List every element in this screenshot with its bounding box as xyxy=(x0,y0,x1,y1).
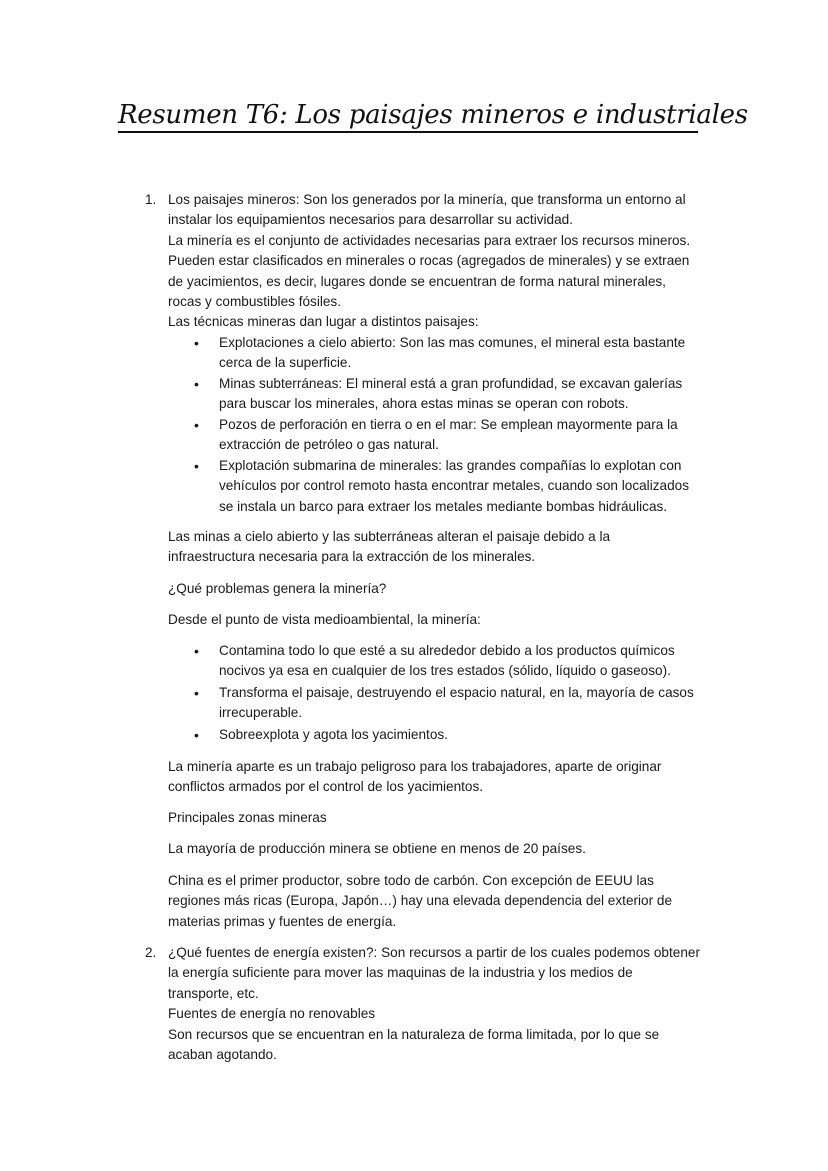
text-line: Explotación submarina de minerales: las grandes compañías lo explotan con xyxy=(219,458,682,473)
subheading: Principales zonas mineras xyxy=(168,810,327,825)
text-line: Las minas a cielo abierto y las subterráneas alteran el paisaje debido a la xyxy=(168,529,611,544)
section-number: 1. xyxy=(145,192,157,207)
text-line: rocas y combustibles fósiles. xyxy=(168,293,342,309)
text-line: regiones más ricas (Europa, Japón…) hay una elevada dependencia del exterior de xyxy=(168,893,673,909)
text-line: materias primas y fuentes de energía. xyxy=(168,913,397,929)
list-item xyxy=(219,415,678,456)
text-line: ¿Qué fuentes de energía existen?: Son recursos a partir de los cuales podemos obtener xyxy=(168,945,700,960)
text-line: La minería es el conjunto de actividades necesarias para extraer los recursos mineros. xyxy=(168,232,691,248)
text-line: Las técnicas mineras dan lugar a distintos paisajes: xyxy=(168,314,479,330)
list-item xyxy=(219,333,685,374)
text-line: Explotaciones a cielo abierto: Son las mas comunes, el mineral esta bastante xyxy=(219,335,686,350)
text-line: irrecuperable. xyxy=(219,705,303,721)
question-heading: ¿Qué problemas genera la minería? xyxy=(168,581,387,596)
paragraph xyxy=(168,757,661,798)
text-line: nocivos ya esa en cualquier de los tres estados (sólido, líquido o gaseoso). xyxy=(219,663,671,679)
paragraph xyxy=(168,527,610,568)
text-line: para buscar los minerales, ahora estas minas se operan con robots. xyxy=(219,396,629,412)
document-title: Resumen T6: Los paisajes mineros e industriales xyxy=(118,100,698,133)
bullet-icon: • xyxy=(194,727,199,743)
text-line: Transforma el paisaje, destruyendo el espacio natural, en la, mayoría de casos xyxy=(219,685,694,700)
list-item xyxy=(219,725,448,745)
bullet-icon: • xyxy=(194,417,199,433)
text-line: Los paisajes mineros: Son los generados por la minería, que transforma un entorno al xyxy=(168,192,686,207)
text-line: de yacimientos, es decir, lugares donde se encuentran de forma natural minerales, xyxy=(168,273,666,289)
bullet-icon: • xyxy=(194,335,199,351)
text-line: instalar los equipamientos necesarios para desarrollar su actividad. xyxy=(168,212,574,228)
bullet-icon: • xyxy=(194,458,199,474)
section-number: 2. xyxy=(145,945,157,960)
paragraph xyxy=(168,871,672,932)
list-item xyxy=(219,456,689,517)
text-line: China es el primer productor, sobre todo de carbón. Con excepción de EEUU las xyxy=(168,873,654,888)
text-line: Son recursos que se encuentran en la naturaleza de forma limitada, por lo que se xyxy=(168,1026,660,1042)
text-line: Minas subterráneas: El mineral está a gran profundidad, se excavan galerías xyxy=(219,376,683,391)
bullet-icon: • xyxy=(194,643,199,659)
text-line: Fuentes de energía no renovables xyxy=(168,1006,376,1022)
paragraph: Desde el punto de vista medioambiental, la minería: xyxy=(168,612,481,627)
text-line: extracción de petróleo o gas natural. xyxy=(219,437,439,453)
text-line: Sobreexplota y agota los yacimientos. xyxy=(219,727,448,742)
text-line: conflictos armados por el control de los yacimientos. xyxy=(168,779,484,795)
list-item xyxy=(219,374,682,415)
text-line: acaban agotando. xyxy=(168,1046,277,1062)
section-1-intro xyxy=(168,190,690,333)
bullet-icon: • xyxy=(194,376,199,392)
bullet-icon: • xyxy=(194,685,199,701)
paragraph: La mayoría de producción minera se obtiene en menos de 20 países. xyxy=(168,841,586,856)
list-item xyxy=(219,641,675,682)
text-line: cerca de la superficie. xyxy=(219,355,352,371)
text-line: Pozos de perforación en tierra o en el mar: Se emplean mayormente para la xyxy=(219,417,678,432)
text-line: vehículos por control remoto hasta encontrar metales, cuando son localizados xyxy=(219,478,689,494)
text-line: la energía suficiente para mover las maquinas de la industria y los medios de xyxy=(168,965,633,981)
text-line: se instala un barco para extraer los metales mediante bombas hidráulicas. xyxy=(219,498,668,514)
text-line: infraestructura necesaria para la extracción de los minerales. xyxy=(168,549,536,565)
text-line: transporte, etc. xyxy=(168,985,259,1001)
list-item xyxy=(219,683,694,724)
text-line: La minería aparte es un trabajo peligroso para los trabajadores, aparte de originar xyxy=(168,759,662,774)
text-line: Contamina todo lo que esté a su alrededor debido a los productos químicos xyxy=(219,643,675,658)
section-2-text xyxy=(168,943,700,1065)
text-line: Pueden estar clasificados en minerales o rocas (agregados de minerales) y se extraen xyxy=(168,253,690,269)
